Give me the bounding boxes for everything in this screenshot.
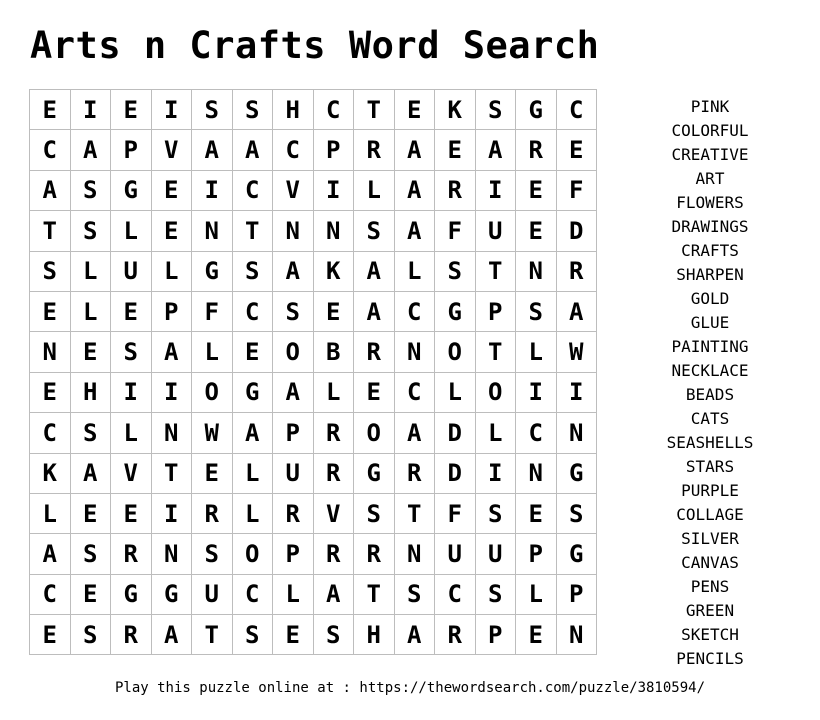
word-list-item: CREATIVE — [671, 145, 749, 164]
grid-cell[interactable]: A — [30, 171, 71, 211]
grid-cell[interactable]: O — [192, 373, 233, 413]
grid-cell[interactable]: A — [395, 171, 436, 211]
word-list-item: PENCILS — [676, 649, 744, 668]
grid-cell[interactable]: T — [152, 454, 193, 494]
grid-cell[interactable]: S — [354, 494, 395, 534]
grid-cell[interactable]: R — [435, 171, 476, 211]
grid-cell[interactable]: N — [152, 534, 193, 574]
grid-cell[interactable]: R — [192, 494, 233, 534]
grid-cell[interactable]: R — [354, 332, 395, 372]
grid-cell[interactable]: S — [192, 90, 233, 130]
grid-cell[interactable]: C — [30, 413, 71, 453]
grid-cell[interactable]: N — [395, 534, 436, 574]
grid-cell[interactable]: B — [314, 332, 355, 372]
grid-cell[interactable]: E — [111, 494, 152, 534]
grid-cell[interactable]: O — [233, 534, 274, 574]
grid-cell[interactable]: F — [435, 211, 476, 251]
grid-cell[interactable]: U — [192, 575, 233, 615]
grid-cell[interactable]: R — [435, 615, 476, 655]
grid-cell[interactable]: L — [476, 413, 517, 453]
grid-cell[interactable]: K — [435, 90, 476, 130]
grid-cell[interactable]: U — [435, 534, 476, 574]
word-list-item: NECKLACE — [671, 361, 749, 380]
grid-cell[interactable]: A — [273, 373, 314, 413]
grid-cell[interactable]: S — [71, 615, 112, 655]
grid-cell[interactable]: E — [30, 292, 71, 332]
grid-cell[interactable]: P — [476, 292, 517, 332]
grid-cell[interactable]: E — [354, 373, 395, 413]
grid-cell[interactable]: N — [273, 211, 314, 251]
grid-cell[interactable]: G — [435, 292, 476, 332]
grid-cell[interactable]: G — [233, 373, 274, 413]
word-list-item: ART — [695, 169, 725, 188]
grid-cell[interactable]: C — [233, 171, 274, 211]
grid-cell[interactable]: W — [192, 413, 233, 453]
grid-cell[interactable]: G — [516, 90, 557, 130]
grid-cell[interactable]: S — [71, 211, 112, 251]
grid-cell[interactable]: S — [354, 211, 395, 251]
grid-cell[interactable]: I — [152, 494, 193, 534]
word-list-item: CANVAS — [681, 553, 739, 572]
grid-cell[interactable]: T — [476, 332, 517, 372]
grid-cell[interactable]: A — [30, 534, 71, 574]
grid-cell[interactable]: U — [111, 252, 152, 292]
grid-cell[interactable]: I — [516, 373, 557, 413]
grid-cell[interactable]: L — [516, 575, 557, 615]
footer — [0, 678, 820, 698]
grid-cell[interactable]: E — [233, 332, 274, 372]
grid-cell[interactable]: G — [111, 171, 152, 211]
grid-cell[interactable]: S — [233, 252, 274, 292]
grid-cell[interactable]: I — [152, 90, 193, 130]
grid-cell[interactable]: R — [314, 413, 355, 453]
grid-cell[interactable]: P — [314, 130, 355, 170]
grid-cell[interactable]: E — [435, 130, 476, 170]
grid-cell[interactable]: N — [30, 332, 71, 372]
grid-cell[interactable]: F — [557, 171, 598, 211]
grid-cell[interactable]: O — [354, 413, 395, 453]
grid-cell[interactable]: L — [233, 494, 274, 534]
grid-cell[interactable]: N — [395, 332, 436, 372]
grid-cell[interactable]: I — [71, 90, 112, 130]
grid-cell[interactable]: S — [192, 534, 233, 574]
grid-cell[interactable]: E — [192, 454, 233, 494]
grid-cell[interactable]: C — [233, 292, 274, 332]
letter-grid — [29, 89, 597, 655]
grid-cell[interactable]: C — [30, 575, 71, 615]
grid-cell[interactable]: F — [192, 292, 233, 332]
grid-cell[interactable]: E — [30, 373, 71, 413]
word-list — [640, 95, 780, 671]
grid-cell[interactable]: G — [557, 454, 598, 494]
grid-cell[interactable]: T — [395, 494, 436, 534]
grid-cell[interactable]: N — [152, 413, 193, 453]
grid-cell[interactable]: R — [314, 454, 355, 494]
word-list-item: BEADS — [685, 385, 735, 404]
word-list-item: PURPLE — [681, 481, 739, 500]
grid-cell[interactable]: L — [516, 332, 557, 372]
word-list-item: SILVER — [681, 529, 739, 548]
grid-cell[interactable]: E — [314, 292, 355, 332]
grid-cell[interactable]: A — [395, 413, 436, 453]
grid-cell[interactable]: H — [71, 373, 112, 413]
grid-cell[interactable]: F — [435, 494, 476, 534]
grid-cell[interactable]: L — [192, 332, 233, 372]
grid-cell[interactable]: S — [557, 494, 598, 534]
grid-cell[interactable]: V — [111, 454, 152, 494]
grid-cell[interactable]: R — [111, 534, 152, 574]
grid-cell[interactable]: S — [71, 171, 112, 211]
grid-cell[interactable]: E — [273, 615, 314, 655]
grid-cell[interactable]: S — [435, 252, 476, 292]
grid-cell[interactable]: E — [516, 171, 557, 211]
grid-cell[interactable]: E — [111, 292, 152, 332]
grid-cell[interactable]: R — [354, 130, 395, 170]
grid-cell[interactable]: A — [395, 615, 436, 655]
grid-cell[interactable]: A — [476, 130, 517, 170]
grid-cell[interactable]: I — [111, 373, 152, 413]
grid-cell[interactable]: S — [30, 252, 71, 292]
grid-cell[interactable]: L — [71, 252, 112, 292]
grid-cell[interactable]: C — [273, 130, 314, 170]
grid-cell[interactable]: E — [71, 332, 112, 372]
grid-cell[interactable]: S — [233, 615, 274, 655]
grid-cell[interactable]: S — [314, 615, 355, 655]
grid-cell[interactable]: C — [435, 575, 476, 615]
grid-cell[interactable]: P — [273, 534, 314, 574]
word-list-item: PINK — [690, 97, 730, 116]
grid-cell[interactable]: E — [557, 130, 598, 170]
grid-cell[interactable]: L — [111, 413, 152, 453]
grid-cell[interactable]: E — [152, 171, 193, 211]
grid-cell[interactable]: S — [71, 534, 112, 574]
grid-cell[interactable]: U — [476, 534, 517, 574]
grid-cell[interactable]: L — [395, 252, 436, 292]
grid-cell[interactable]: A — [233, 130, 274, 170]
grid-cell[interactable]: I — [192, 171, 233, 211]
puzzle-title: Arts n Crafts Word Search — [30, 24, 600, 67]
grid-cell[interactable]: P — [273, 413, 314, 453]
grid-cell[interactable]: S — [273, 292, 314, 332]
grid-cell[interactable]: L — [30, 494, 71, 534]
grid-cell[interactable]: P — [557, 575, 598, 615]
grid-cell[interactable]: I — [557, 373, 598, 413]
grid-cell[interactable]: S — [476, 575, 517, 615]
grid-cell[interactable]: E — [152, 211, 193, 251]
grid-cell[interactable]: K — [30, 454, 71, 494]
grid-cell[interactable]: E — [516, 494, 557, 534]
grid-cell[interactable]: A — [152, 615, 193, 655]
grid-cell[interactable]: G — [152, 575, 193, 615]
grid-cell[interactable]: E — [71, 575, 112, 615]
grid-cell[interactable]: G — [192, 252, 233, 292]
grid-cell[interactable]: N — [516, 252, 557, 292]
grid-cell[interactable]: R — [557, 252, 598, 292]
grid-cell[interactable]: I — [152, 373, 193, 413]
grid-cell[interactable]: E — [30, 90, 71, 130]
grid-cell[interactable]: S — [111, 332, 152, 372]
word-list-item: CATS — [690, 409, 730, 428]
grid-cell[interactable]: D — [557, 211, 598, 251]
grid-cell[interactable]: R — [314, 534, 355, 574]
grid-cell[interactable]: O — [435, 332, 476, 372]
grid-cell[interactable]: A — [314, 575, 355, 615]
grid-cell[interactable]: N — [557, 615, 598, 655]
word-list-item: SEASHELLS — [666, 433, 754, 452]
grid-cell[interactable]: I — [314, 171, 355, 211]
puzzle-link[interactable]: https://thewordsearch.com/puzzle/3810594/ — [359, 680, 705, 696]
grid-cell[interactable]: R — [395, 454, 436, 494]
word-list-item: COLLAGE — [676, 505, 744, 524]
grid-cell[interactable]: T — [233, 211, 274, 251]
grid-cell[interactable]: G — [111, 575, 152, 615]
grid-cell[interactable]: V — [152, 130, 193, 170]
grid-cell[interactable]: P — [111, 130, 152, 170]
word-list-item: PENS — [690, 577, 730, 596]
grid-cell[interactable]: A — [273, 252, 314, 292]
word-list-item: GLUE — [690, 313, 730, 332]
grid-cell[interactable]: S — [516, 292, 557, 332]
grid-cell[interactable]: H — [273, 90, 314, 130]
grid-cell[interactable]: P — [516, 534, 557, 574]
grid-cell[interactable]: T — [192, 615, 233, 655]
grid-cell[interactable]: N — [192, 211, 233, 251]
grid-cell[interactable]: S — [476, 494, 517, 534]
grid-cell[interactable]: R — [111, 615, 152, 655]
grid-cell[interactable]: S — [233, 90, 274, 130]
grid-cell[interactable]: S — [395, 575, 436, 615]
grid-cell[interactable]: P — [476, 615, 517, 655]
grid-cell[interactable]: U — [476, 211, 517, 251]
word-list-item: COLORFUL — [671, 121, 749, 140]
grid-cell[interactable]: C — [30, 130, 71, 170]
grid-cell[interactable]: L — [233, 454, 274, 494]
grid-cell[interactable]: D — [435, 454, 476, 494]
grid-cell[interactable]: E — [111, 90, 152, 130]
grid-cell[interactable]: O — [273, 332, 314, 372]
word-list-item: PAINTING — [671, 337, 749, 356]
grid-cell[interactable]: I — [476, 171, 517, 211]
grid-cell[interactable]: I — [476, 454, 517, 494]
grid-cell[interactable]: T — [354, 575, 395, 615]
word-list-item: SHARPEN — [676, 265, 744, 284]
grid-cell[interactable]: T — [30, 211, 71, 251]
grid-cell[interactable]: S — [71, 413, 112, 453]
word-list-item: STARS — [685, 457, 735, 476]
grid-cell[interactable]: V — [273, 171, 314, 211]
grid-cell[interactable]: A — [395, 211, 436, 251]
grid-cell[interactable]: A — [354, 292, 395, 332]
grid-cell[interactable]: O — [476, 373, 517, 413]
grid-cell[interactable]: S — [476, 90, 517, 130]
grid-cell[interactable]: H — [354, 615, 395, 655]
grid-cell[interactable]: A — [395, 130, 436, 170]
grid-cell[interactable]: E — [516, 615, 557, 655]
grid-cell[interactable]: C — [395, 292, 436, 332]
grid-cell[interactable]: A — [71, 130, 112, 170]
grid-cell[interactable]: A — [152, 332, 193, 372]
grid-cell[interactable]: T — [476, 252, 517, 292]
grid-cell[interactable]: L — [152, 252, 193, 292]
grid-cell[interactable]: C — [557, 90, 598, 130]
grid-cell[interactable]: A — [354, 252, 395, 292]
grid-cell[interactable]: E — [30, 615, 71, 655]
grid-cell[interactable]: R — [516, 130, 557, 170]
grid-cell[interactable]: E — [395, 90, 436, 130]
grid-cell[interactable]: L — [71, 292, 112, 332]
grid-cell[interactable]: E — [71, 494, 112, 534]
grid-cell[interactable]: C — [395, 373, 436, 413]
grid-cell[interactable]: A — [192, 130, 233, 170]
word-list-item: CRAFTS — [681, 241, 739, 260]
word-list-item: GOLD — [690, 289, 730, 308]
grid-cell[interactable]: R — [354, 534, 395, 574]
word-list-item: FLOWERS — [676, 193, 744, 212]
grid-cell[interactable]: K — [314, 252, 355, 292]
grid-cell[interactable]: L — [354, 171, 395, 211]
grid-cell[interactable]: C — [314, 90, 355, 130]
grid-cell[interactable]: N — [516, 454, 557, 494]
grid-cell[interactable]: A — [233, 413, 274, 453]
grid-cell[interactable]: L — [111, 211, 152, 251]
grid-cell[interactable]: E — [516, 211, 557, 251]
grid-cell[interactable]: L — [314, 373, 355, 413]
grid-cell[interactable]: V — [314, 494, 355, 534]
grid-cell[interactable]: G — [354, 454, 395, 494]
grid-cell[interactable]: C — [516, 413, 557, 453]
word-list-item: SKETCH — [681, 625, 739, 644]
grid-cell[interactable]: D — [435, 413, 476, 453]
word-list-item: GREEN — [685, 601, 735, 620]
grid-cell[interactable]: G — [557, 534, 598, 574]
grid-cell[interactable]: L — [273, 575, 314, 615]
grid-cell[interactable]: C — [233, 575, 274, 615]
grid-cell[interactable]: P — [152, 292, 193, 332]
grid-cell[interactable]: N — [557, 413, 598, 453]
grid-cell[interactable]: A — [557, 292, 598, 332]
grid-cell[interactable]: A — [71, 454, 112, 494]
grid-cell[interactable]: W — [557, 332, 598, 372]
grid-cell[interactable]: U — [273, 454, 314, 494]
grid-cell[interactable]: L — [435, 373, 476, 413]
grid-cell[interactable]: T — [354, 90, 395, 130]
grid-cell[interactable]: R — [273, 494, 314, 534]
word-list-item: DRAWINGS — [671, 217, 749, 236]
footer-prefix: Play this puzzle online at : — [114, 680, 360, 696]
grid-cell[interactable]: N — [314, 211, 355, 251]
